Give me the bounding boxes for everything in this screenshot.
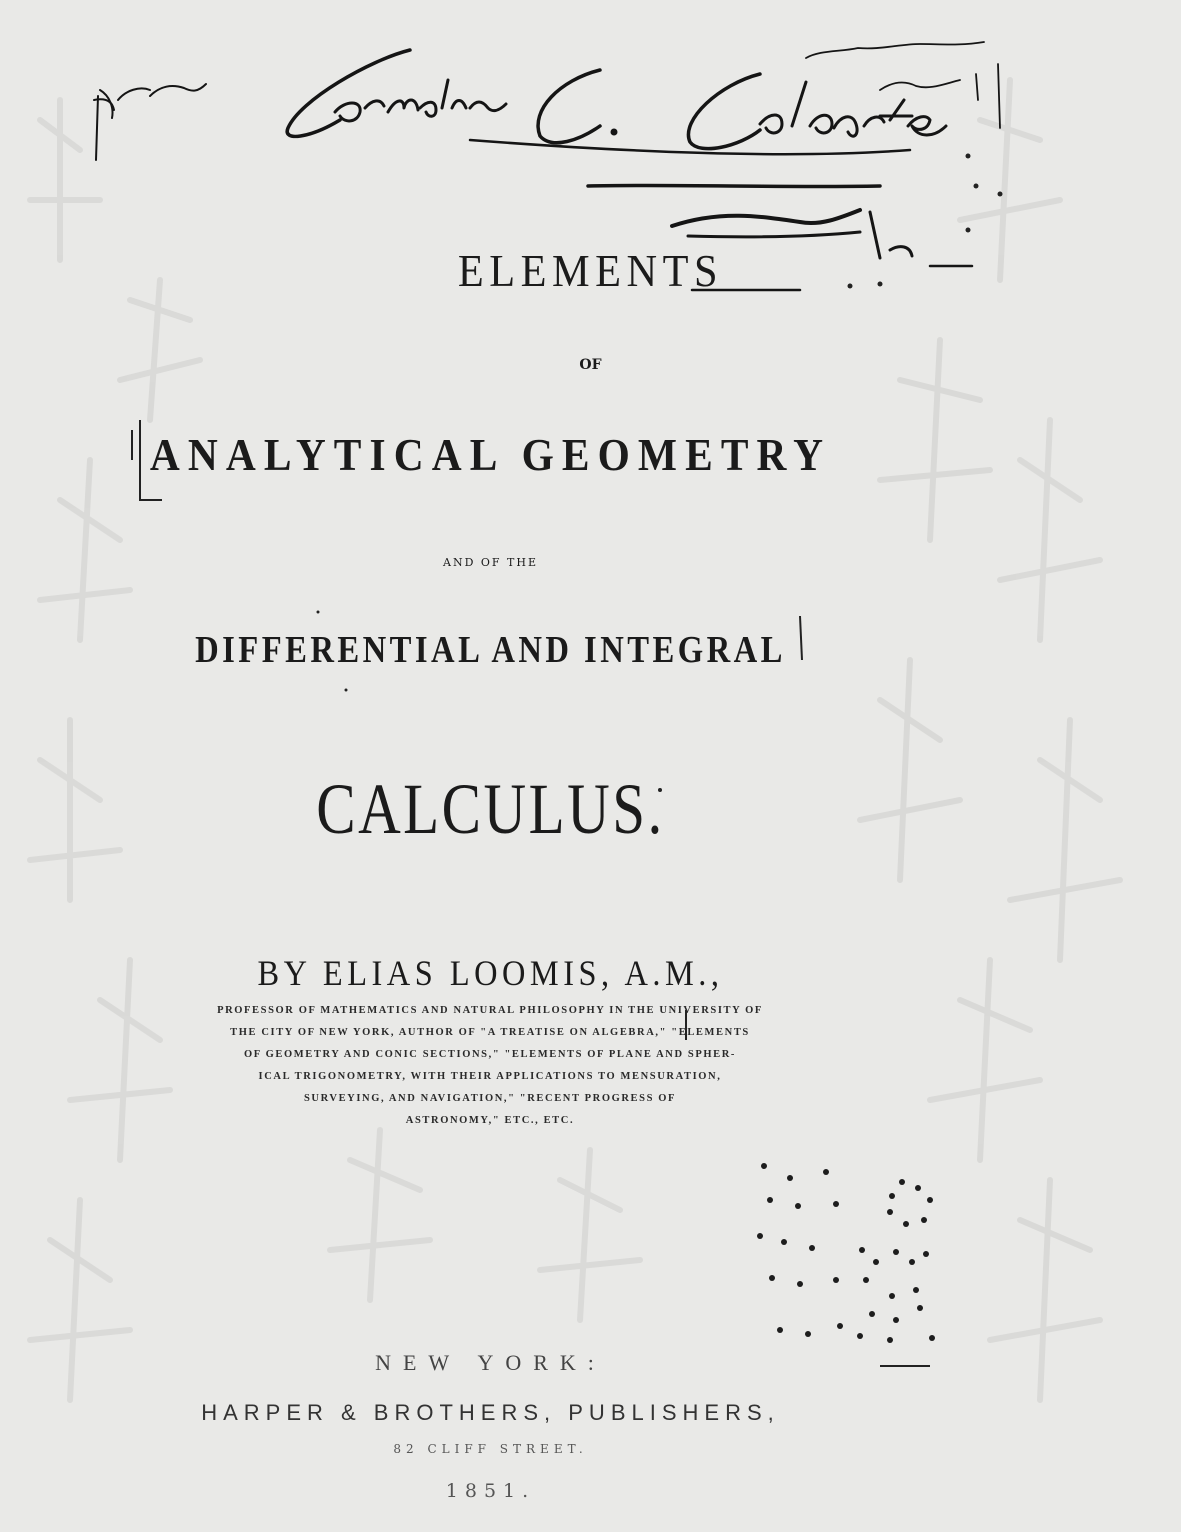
credentials-line: SURVEYING, AND NAVIGATION," "RECENT PROGRESS OF [303, 1093, 677, 1104]
imprint-city: NEW YORK: [375, 1350, 606, 1375]
title-differential-integral: DIFFERENTIAL AND INTEGRAL [195, 629, 786, 671]
credentials-line: THE CITY OF NEW YORK, AUTHOR OF "A TREATISE ON ALGEBRA," "ELEMENTS [230, 1027, 750, 1038]
title-of: OF [579, 357, 602, 373]
imprint-street: 82 CLIFF STREET. [393, 1442, 588, 1456]
title-elements: ELEMENTS [457, 245, 724, 296]
author-line: BY ELIAS LOOMIS, A.M., [257, 953, 724, 993]
title-calculus: CALCULUS. [316, 769, 665, 849]
imprint-publisher: HARPER & BROTHERS, PUBLISHERS, [201, 1400, 780, 1425]
credentials-line: OF GEOMETRY AND CONIC SECTIONS," "ELEMENTS OF PLANE AND SPHER- [243, 1049, 737, 1060]
title-analytical-geometry: ANALYTICAL GEOMETRY [149, 429, 832, 480]
credentials-line: PROFESSOR OF MATHEMATICS AND NATURAL PHILOSOPHY IN THE UNIVERSITY OF [217, 1005, 763, 1016]
credentials-line: ICAL TRIGONOMETRY, WITH THEIR APPLICATIONS TO MENSURATION, [258, 1071, 722, 1082]
author-credentials [140, 1000, 840, 1132]
title-and-of-the: AND OF THE [443, 556, 538, 569]
credentials-line: ASTRONOMY," ETC., ETC. [405, 1115, 575, 1126]
imprint-year: 1851. [445, 1480, 536, 1502]
